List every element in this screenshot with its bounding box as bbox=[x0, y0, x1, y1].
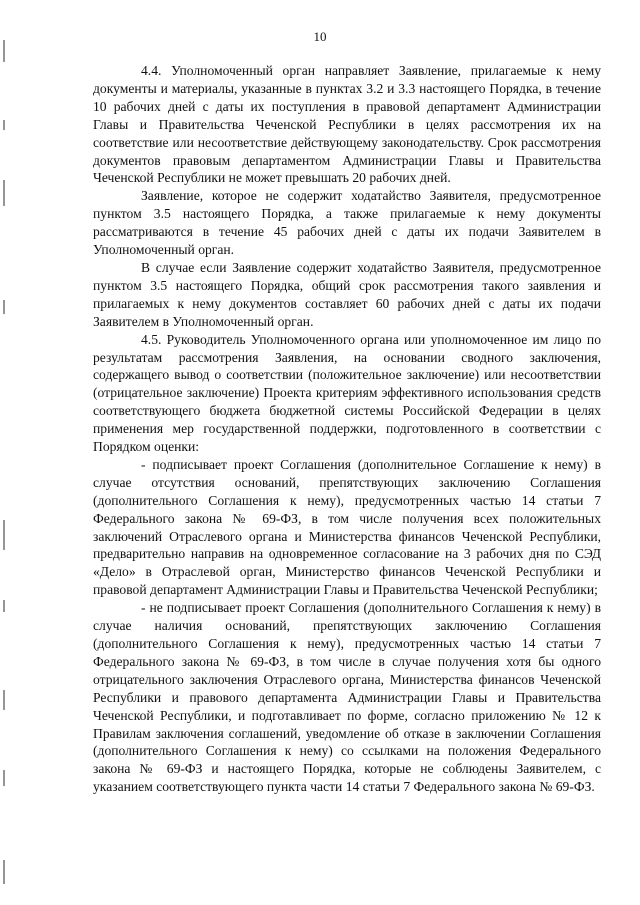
paragraph-review-60-days: В случае если Заявление содержит ходатайство Заявителя, предусмотренное пунктом 3.5 настоящего Порядка, общий срок рассмотрения такого заявления и прилагаемых к нему документов составляет 60 рабочих дней с даты их подачи Заявителем в Уполномоченный орган. bbox=[93, 259, 601, 329]
scan-edge-marks bbox=[0, 0, 14, 905]
list-item-refuses-agreement: - не подписывает проект Соглашения (дополнительного Соглашения к нему) в случае наличия оснований, препятствующих заключению Соглашения (дополнительного Соглашения к нему), предусмотренных частью 14 статьи 7 Федерального закона № 69-ФЗ, в том числе в случае получения хотя бы одного отрицательного заключения Отраслевого органа, Министерства финансов Чеченской Республики и правового департамента Администрации Главы и Правительства Чеченской Республики, и подготавливает по форме, согласно приложению № 12 к Правилам заключения соглашений, уведомление об отказе в заключении Соглашения (дополнительного Соглашения к нему) со ссылками на положения Федерального закона № 69-ФЗ и настоящего Порядка, которые не соблюдены Заявителем, с указанием соответствующего пункта части 14 статьи 7 Федерального закона № 69-ФЗ. bbox=[93, 600, 601, 795]
paragraph-4-5: 4.5. Руководитель Уполномоченного органа или уполномоченное им лицо по результатам рассмотрения Заявления, на основании сводного заключения, содержащего вывод о соответствии (положительное заключение) или несоответствии (отрицательное заключение) Проекта критериям эффективного использования средств соответствующего бюджета бюджетной системы Российской Федерации в целях применения мер государственной поддержки, подготовленного в соответствии с Порядком оценки: bbox=[93, 331, 601, 455]
page-number: 10 bbox=[313, 29, 327, 44]
list-item-signs-agreement: - подписывает проект Соглашения (дополнительное Соглашение к нему) в случае отсутствия оснований, препятствующих заключению Соглашения (дополнительного Соглашения к нему), предусмотренных частью 14 статьи 7 Федерального закона № 69-ФЗ, в том числе получения всех положительных заключений Отраслевого органа и Министерства финансов Чеченской Республики, предварительно направив на одновременное согласование на 3 рабочих дня по СЭД «Дело» в Отраслевой орган, Министерство финансов Чеченской Республики и правовой департамент Администрации Главы и Правительства Чеченской Республики; bbox=[93, 456, 601, 598]
document-body bbox=[93, 62, 601, 796]
paragraph-review-45-days: Заявление, которое не содержит ходатайство Заявителя, предусмотренное пунктом 3.5 настоящего Порядка, а также прилагаемые к нему документы рассматриваются в течение 45 рабочих дней с даты их подачи Заявителем в Уполномоченный орган. bbox=[93, 188, 601, 258]
paragraph-4-4: 4.4. Уполномоченный орган направляет Заявление, прилагаемые к нему документы и материалы, указанные в пунктах 3.2 и 3.3 настоящего Порядка, в течение 10 рабочих дней с даты их поступления в правовой департамент Администрации Главы и Правительства Чеченской Республики в целях рассмотрения их на соответствие или несоответствие действующему законодательству. Срок рассмотрения документов правовым департаментом Администрации Главы и Правительства Чеченской Республики не может превышать 20 рабочих дней. bbox=[93, 63, 601, 186]
